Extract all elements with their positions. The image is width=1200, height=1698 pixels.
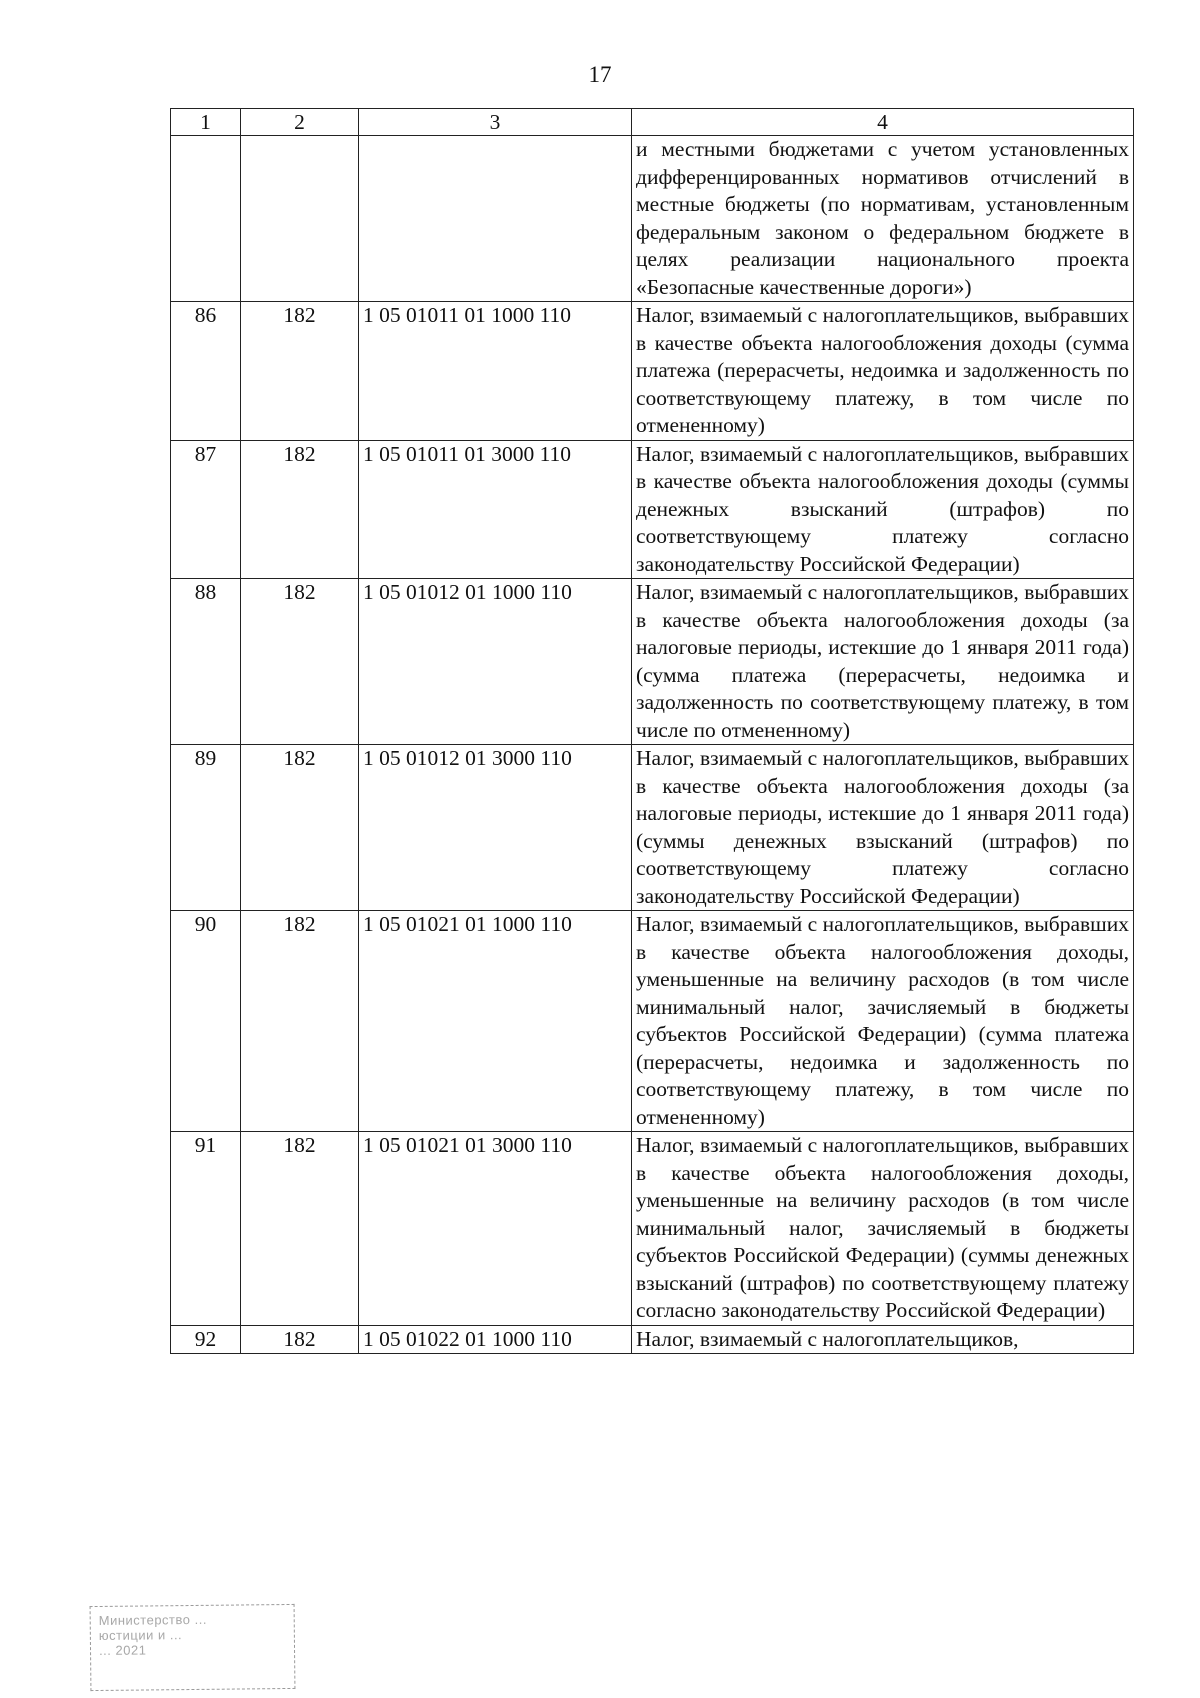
- column-header: 4: [632, 109, 1134, 136]
- administrator-code-cell: 182: [241, 745, 359, 911]
- column-header: 3: [359, 109, 632, 136]
- administrator-code-cell: 182: [241, 1325, 359, 1354]
- description-cell: Налог, взимаемый с налогоплательщиков, выбравших в качестве объекта налогообложения доходы, уменьшенные на величину расходов (в том числе минимальный налог, зачисляемый в бюджеты субъектов Российской Федерации) (суммы денежных взысканий (штрафов) по соответствующему платежу согласно законодательству Российской Федерации): [632, 1132, 1134, 1326]
- table-row: [171, 1325, 1134, 1354]
- row-number-cell: 91: [171, 1132, 241, 1326]
- row-number-cell: 92: [171, 1325, 241, 1354]
- row-number-cell: 87: [171, 440, 241, 579]
- table-row: [171, 579, 1134, 745]
- description-cell: Налог, взимаемый с налогоплательщиков, выбравших в качестве объекта налогообложения доходы (суммы денежных взысканий (штрафов) по соответствующему платежу согласно законодательству Российской Федерации): [632, 440, 1134, 579]
- description-cell: и местными бюджетами с учетом установленных дифференцированных нормативов отчислений в местные бюджеты (по нормативам, установленным федеральным законом о федеральном бюджете в целях реализации национального проекта «Безопасные качественные дороги»): [632, 136, 1134, 302]
- description-cell: Налог, взимаемый с налогоплательщиков,: [632, 1325, 1134, 1354]
- table-header-row: [171, 109, 1134, 136]
- empty-cell: [359, 136, 632, 302]
- stamp-line: юстиции и ...: [98, 1627, 183, 1643]
- table-row: [171, 911, 1134, 1132]
- administrator-code-cell: 182: [241, 579, 359, 745]
- revenue-codes-table: [170, 108, 1134, 1354]
- administrator-code-cell: 182: [241, 440, 359, 579]
- description-cell: Налог, взимаемый с налогоплательщиков, выбравших в качестве объекта налогообложения доходы (сумма платежа (перерасчеты, недоимка и задолженность по соответствующему платежу, в том числе по отмененному): [632, 302, 1134, 441]
- table-row: [171, 1132, 1134, 1326]
- row-number-cell: 88: [171, 579, 241, 745]
- registration-stamp: [90, 1604, 296, 1691]
- description-cell: Налог, взимаемый с налогоплательщиков, выбравших в качестве объекта налогообложения доходы (за налоговые периоды, истекшие до 1 января 2011 года) (сумма платежа (перерасчеты, недоимка и задолженность по соответствующему платежу, в том числе по отмененному): [632, 579, 1134, 745]
- stamp-line: ... 2021: [98, 1642, 147, 1658]
- administrator-code-cell: 182: [241, 1132, 359, 1326]
- administrator-code-cell: 182: [241, 911, 359, 1132]
- description-cell: Налог, взимаемый с налогоплательщиков, выбравших в качестве объекта налогообложения доходы (за налоговые периоды, истекшие до 1 января 2011 года) (суммы денежных взысканий (штрафов) по соответствующему платежу согласно законодательству Российской Федерации): [632, 745, 1134, 911]
- budget-code-cell: 1 05 01011 01 1000 110: [359, 302, 632, 441]
- budget-code-cell: 1 05 01011 01 3000 110: [359, 440, 632, 579]
- stamp-line: Министерство ...: [98, 1611, 207, 1628]
- column-header: 1: [171, 109, 241, 136]
- empty-cell: [241, 136, 359, 302]
- table-row: [171, 440, 1134, 579]
- row-number-cell: 86: [171, 302, 241, 441]
- empty-cell: [171, 136, 241, 302]
- budget-code-cell: 1 05 01022 01 1000 110: [359, 1325, 632, 1354]
- budget-code-cell: 1 05 01021 01 1000 110: [359, 911, 632, 1132]
- table-row-continuation: [171, 136, 1134, 302]
- budget-code-cell: 1 05 01012 01 1000 110: [359, 579, 632, 745]
- row-number-cell: 90: [171, 911, 241, 1132]
- table-row: [171, 745, 1134, 911]
- budget-code-cell: 1 05 01012 01 3000 110: [359, 745, 632, 911]
- page-number: 17: [588, 62, 612, 87]
- column-header: 2: [241, 109, 359, 136]
- description-cell: Налог, взимаемый с налогоплательщиков, выбравших в качестве объекта налогообложения доходы, уменьшенные на величину расходов (в том числе минимальный налог, зачисляемый в бюджеты субъектов Российской Федерации) (сумма платежа (перерасчеты, недоимка и задолженность по соответствующему платежу, в том числе по отмененному): [632, 911, 1134, 1132]
- table-row: [171, 302, 1134, 441]
- row-number-cell: 89: [171, 745, 241, 911]
- administrator-code-cell: 182: [241, 302, 359, 441]
- budget-code-cell: 1 05 01021 01 3000 110: [359, 1132, 632, 1326]
